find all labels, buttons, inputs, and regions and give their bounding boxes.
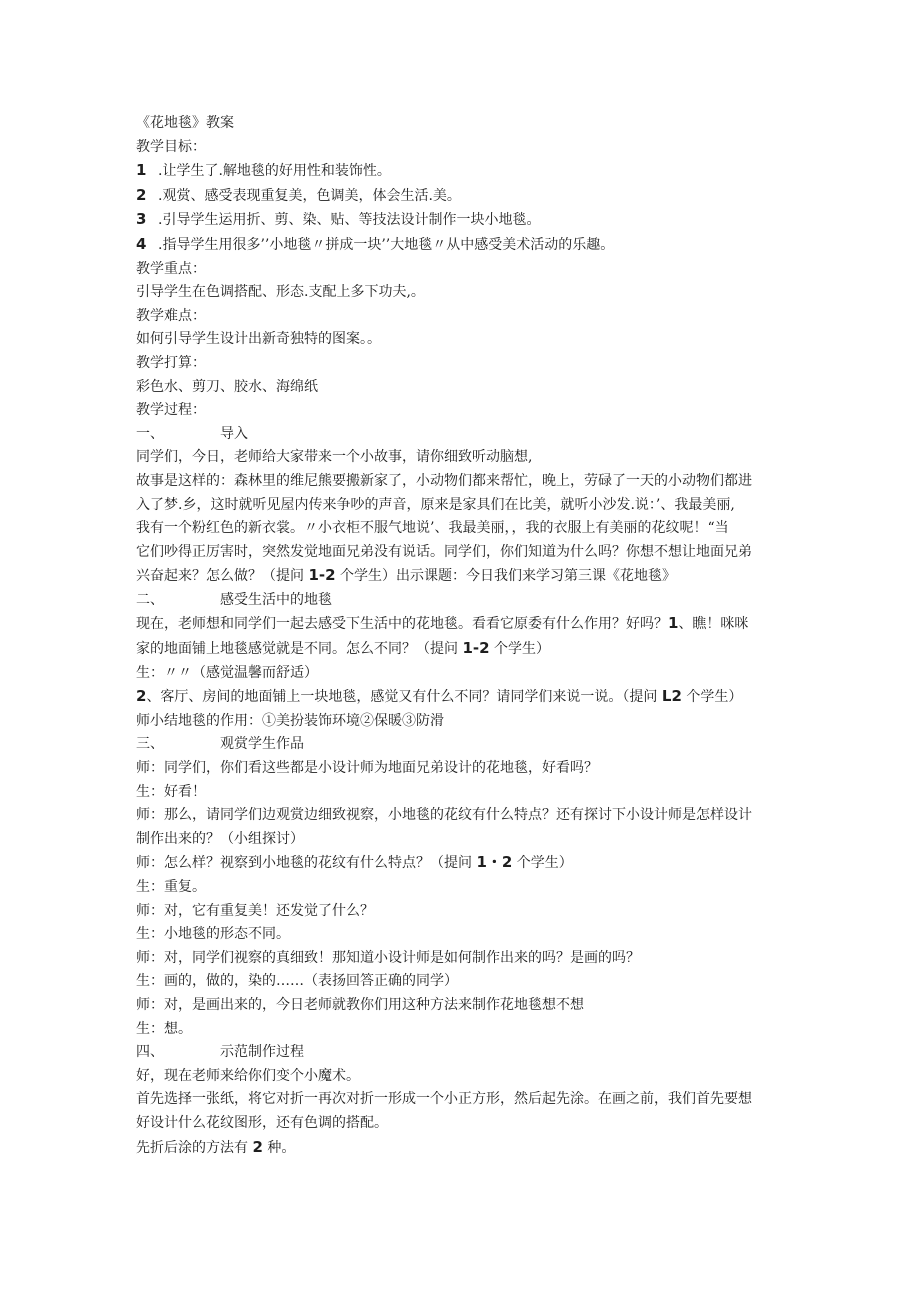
- objective-item: [136, 233, 796, 258]
- number-run: 1・2: [476, 853, 513, 872]
- dialogue-line: [136, 851, 796, 876]
- section-number: 三、: [136, 736, 164, 753]
- process-heading: 教学过程：: [136, 402, 206, 419]
- text-run: 个学生）出示课题：今日我们来学习第三课《花地毯》: [335, 568, 677, 585]
- section-heading: [136, 589, 796, 613]
- paragraph-line: [136, 685, 796, 710]
- prep-heading: 教学打算：: [136, 354, 206, 371]
- paragraph-line: [136, 1136, 796, 1161]
- key-text: 引导学生在色调搭配、形态.支配上多下功夫,。: [136, 284, 425, 301]
- difficulty-text: 如何引导学生设计出新奇独特的图案。。: [136, 331, 381, 348]
- text-run: 兴奋起来？怎么做？（提问: [136, 568, 309, 585]
- objective-text: .让学生了.解地毯的好用性和装饰性。: [158, 163, 391, 180]
- text-run: 个学生）: [681, 689, 743, 706]
- text-run: 先折后涂的方法有: [136, 1139, 253, 1156]
- objective-item: [136, 184, 796, 209]
- text-run: 、瞧！咪咪: [678, 616, 749, 633]
- paragraph-line: 好，现在老师来给你们变个小魔术。: [136, 1067, 360, 1084]
- paragraph-line: 好设计什么花纹图形，还有色调的搭配。: [136, 1114, 388, 1131]
- objectives-heading: 教学目标：: [136, 138, 206, 155]
- number-run: L2: [661, 687, 682, 706]
- dialogue-line: 制作出来的？（小组探讨）: [136, 830, 304, 847]
- number-run: 1: [668, 614, 679, 633]
- section-title: 感受生活中的地毯: [220, 591, 332, 608]
- dialogue-line: 生：好看！: [136, 783, 206, 800]
- objective-number: 1: [136, 161, 147, 180]
- paragraph-line: 我有一个粉红色的新衣裳。〃小衣柜不服气地说’、我最美丽，，我的衣服上有美丽的花纹呢！“当: [136, 520, 729, 537]
- section-number: 一、: [136, 425, 164, 442]
- paragraph-line: [136, 564, 796, 589]
- key-heading: 教学重点：: [136, 260, 206, 277]
- paragraph-line: 它们吵得正厉害时，突然发觉地面兄弟没有说话。同学们，你们知道为什么吗？你想不想让地面兄弟: [136, 543, 752, 560]
- section-number: 二、: [136, 591, 164, 608]
- paragraph-line: 生：〃〃（感觉温馨而舒适）: [136, 664, 318, 681]
- text-run: 个学生）: [512, 855, 573, 872]
- section-title: 观赏学生作品: [220, 736, 304, 753]
- text-run: 家的地面铺上地毯感觉就是不同。怎么不同？（提问: [136, 641, 463, 658]
- section-heading: [136, 423, 796, 447]
- difficulty-heading: 教学难点：: [136, 307, 206, 324]
- text-run: 种。: [262, 1139, 296, 1156]
- section-title: 导入: [220, 425, 248, 442]
- dialogue-line: 师：对，同学们视察的真细致！那知道小设计师是如何制作出来的吗？是画的吗？: [136, 949, 640, 966]
- dialogue-line: 师：对，是画出来的，今日老师就教你们用这种方法来制作花地毯想不想: [136, 996, 584, 1013]
- objective-text: .引导学生运用折、剪、染、贴、等技法设计制作一块小地毯。: [158, 212, 541, 229]
- objective-item: [136, 208, 796, 233]
- text-run: 个学生）: [489, 641, 551, 658]
- objective-number: 2: [136, 185, 147, 204]
- dialogue-line: 生：重复。: [136, 879, 206, 895]
- objective-text: .观赏、感受表现重复美，色调美，体会生活.美。: [158, 187, 461, 204]
- section-heading: [136, 733, 796, 757]
- dialogue-line: 师：同学们，你们看这些都是小设计师为地面兄弟设计的花地毯，好看吗？: [136, 760, 598, 777]
- paragraph-line: 首先选择一张纸，将它对折一再次对折一形成一个小正方形，然后起先涂。在画之前，我们首先要想: [136, 1091, 752, 1108]
- lesson-plan-document: [136, 112, 796, 1160]
- objective-number: 4: [136, 234, 147, 253]
- text-run: 师：怎么样？视察到小地毯的花纹有什么特点？（提问: [136, 855, 477, 872]
- number-run: 1-2: [308, 566, 336, 585]
- objective-item: [136, 159, 796, 184]
- document-title: 《花地毯》教案: [136, 115, 234, 131]
- paragraph-line: 师小结地毯的作用：①美扮装饰环境②保暖③防滑: [136, 712, 444, 729]
- section-number: 四、: [136, 1044, 164, 1061]
- number-run: 1-2: [462, 639, 490, 658]
- text-run: 、客厅、房间的地面铺上一块地毯，感觉又有什么不同？请同学们来说一说。（提问: [146, 689, 662, 706]
- dialogue-line: 生：小地毯的形态不同。: [136, 926, 290, 943]
- paragraph-line: 同学们，今日，老师给大家带来一个小故事，请你细致听动脑想,: [136, 449, 533, 466]
- paragraph-line: 入了梦.乡，这时就听见屋内传来争吵的声音，原来是家具们在比美，就听小沙发.说：’、我最美丽,: [136, 496, 735, 513]
- paragraph-line: [136, 637, 796, 662]
- paragraph-line: [136, 612, 796, 637]
- text-run: 现在，老师想和同学们一起去感受下生活中的花地毯。看看它原委有什么作用？好吗？: [136, 616, 668, 633]
- dialogue-line: 生：想。: [136, 1020, 192, 1037]
- prep-text: 彩色水、剪刀、胶水、海绵纸: [136, 378, 318, 395]
- dialogue-line: 师：对，它有重复美！还发觉了什么？: [136, 902, 374, 919]
- section-heading: [136, 1041, 796, 1065]
- objective-text: .指导学生用很多’’小地毯〃拼成一块’’大地毯〃从中感受美术活动的乐趣。: [158, 236, 615, 253]
- number-run: 2: [252, 1137, 263, 1156]
- paragraph-line: 故事是这样的：森林里的维尼熊要搬新家了，小动物们都来帮忙，晚上，劳碌了一天的小动物们都进: [136, 472, 752, 489]
- number-run: 2: [136, 687, 147, 706]
- section-title: 示范制作过程: [220, 1044, 304, 1061]
- objective-number: 3: [136, 210, 147, 229]
- dialogue-line: 生：画的，做的，染的……（表扬回答正确的同学）: [136, 973, 458, 990]
- dialogue-line: 师：那么，请同学们边观赏边细致视察，小地毯的花纹有什么特点？还有探讨下小设计师是怎样设计: [136, 807, 752, 824]
